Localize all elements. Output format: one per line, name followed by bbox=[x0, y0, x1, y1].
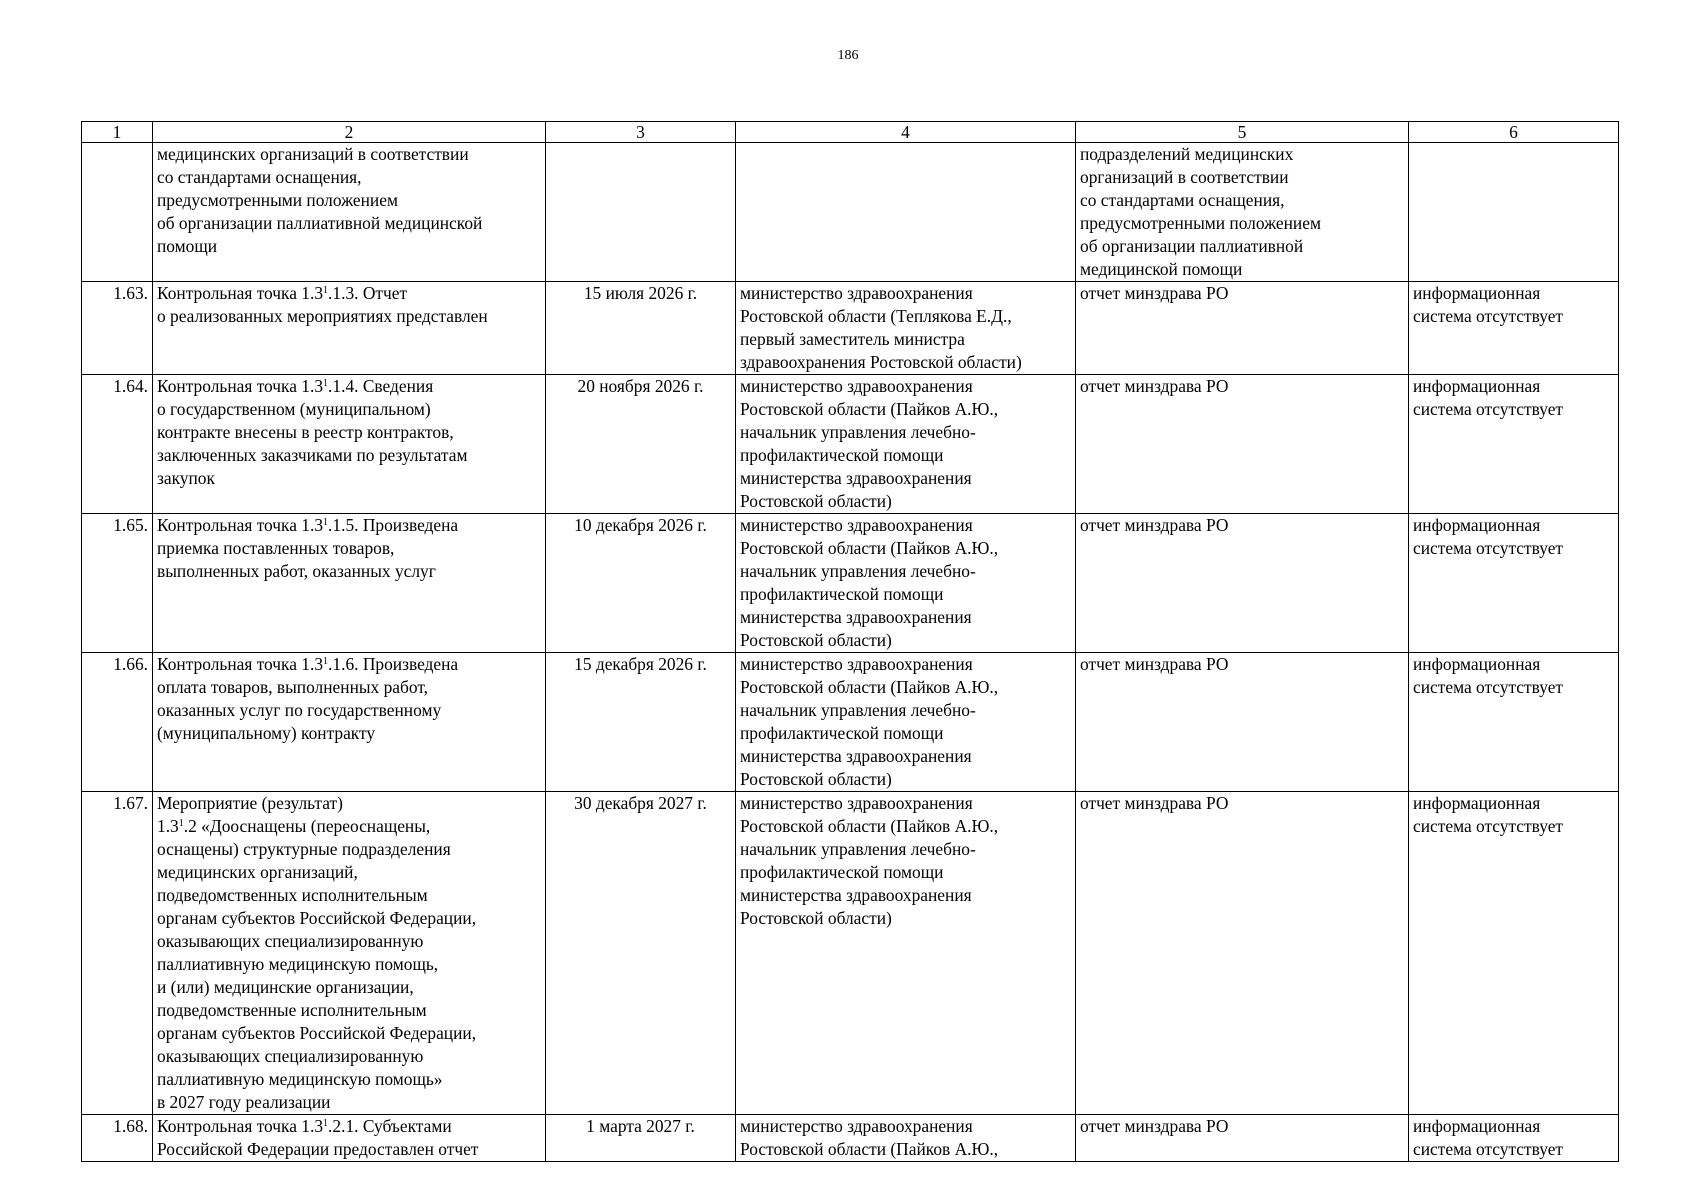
text-line: система отсутствует bbox=[1413, 1139, 1564, 1159]
column-header: 3 bbox=[546, 122, 736, 143]
text-line: Ростовской области (Пайков А.Ю., bbox=[740, 677, 999, 697]
text-line: информационная bbox=[1413, 515, 1541, 535]
text-line: Контрольная точка $1.3^1.1.5$. Произведена bbox=[157, 515, 459, 535]
event-description bbox=[157, 143, 541, 258]
information-system bbox=[1413, 375, 1614, 421]
text-line: паллиативную медицинскую помощь, bbox=[157, 954, 439, 974]
event-description-cell bbox=[153, 653, 546, 792]
info-system-cell bbox=[1409, 375, 1619, 514]
text-line: Ростовской области (Пайков А.Ю., bbox=[740, 538, 999, 558]
row-number: 1.68. bbox=[82, 1115, 153, 1162]
document-cell bbox=[1076, 1115, 1409, 1162]
text-line: министерство здравоохранения bbox=[740, 283, 973, 303]
confirming-document bbox=[1080, 1115, 1404, 1138]
text-line: здравоохранения Ростовской области) bbox=[740, 352, 1022, 372]
text-line: предусмотренными положением bbox=[157, 190, 398, 210]
text-line: начальник управления лечебно- bbox=[740, 422, 976, 442]
text-line: министерство здравоохранения bbox=[740, 654, 973, 674]
responsible-cell bbox=[736, 514, 1076, 653]
text-line: система отсутствует bbox=[1413, 399, 1564, 419]
info-system-cell bbox=[1409, 282, 1619, 375]
event-description bbox=[157, 282, 541, 328]
table-row bbox=[82, 375, 1619, 514]
deadline-date: 15 июля 2026 г. bbox=[546, 282, 736, 375]
responsible-executor bbox=[740, 1115, 1071, 1161]
document-cell bbox=[1076, 143, 1409, 282]
column-header: 1 bbox=[82, 122, 153, 143]
text-line: оказывающих специализированную bbox=[157, 1046, 424, 1066]
text-line: Ростовской области (Пайков А.Ю., bbox=[740, 399, 999, 419]
info-system-cell bbox=[1409, 514, 1619, 653]
text-line: министерство здравоохранения bbox=[740, 376, 973, 396]
text-line: о реализованных мероприятиях представлен bbox=[157, 306, 488, 326]
event-description bbox=[157, 1115, 541, 1161]
text-line: Мероприятие (результат) bbox=[157, 793, 343, 813]
confirming-document bbox=[1080, 143, 1404, 281]
info-system-cell bbox=[1409, 1115, 1619, 1162]
responsible-executor bbox=[740, 514, 1071, 652]
text-line: (муниципальному) контракту bbox=[157, 723, 376, 743]
responsible-cell bbox=[736, 282, 1076, 375]
text-line: Контрольная точка $1.3^1.2.1$. Субъектами bbox=[157, 1116, 452, 1136]
row-number: 1.64. bbox=[82, 375, 153, 514]
table-row bbox=[82, 792, 1619, 1115]
confirming-document bbox=[1080, 792, 1404, 815]
confirming-document bbox=[1080, 282, 1404, 305]
text-line: министерства здравоохранения bbox=[740, 885, 972, 905]
information-system bbox=[1413, 514, 1614, 560]
text-line: первый заместитель министра bbox=[740, 329, 965, 349]
text-line: органам субъектов Российской Федерации, bbox=[157, 908, 477, 928]
text-line: паллиативную медицинскую помощь» bbox=[157, 1069, 443, 1089]
text-line: министерства здравоохранения bbox=[740, 607, 972, 627]
confirming-document bbox=[1080, 653, 1404, 676]
document-cell bbox=[1076, 282, 1409, 375]
text-line: медицинской помощи bbox=[1080, 259, 1243, 279]
page-number: 186 bbox=[837, 48, 859, 63]
text-line: оказывающих специализированную bbox=[157, 931, 424, 951]
text-line: министерства здравоохранения bbox=[740, 746, 972, 766]
text-line: подразделений медицинских bbox=[1080, 144, 1294, 164]
information-system bbox=[1413, 792, 1614, 838]
text-line: система отсутствует bbox=[1413, 306, 1564, 326]
text-line: Российской Федерации предоставлен отчет bbox=[157, 1139, 479, 1159]
text-line: закупок bbox=[157, 468, 215, 488]
text-line: министерства здравоохранения bbox=[740, 468, 972, 488]
deadline-date: 20 ноября 2026 г. bbox=[546, 375, 736, 514]
text-line: Ростовской области) bbox=[740, 630, 892, 650]
text-line: предусмотренными положением bbox=[1080, 213, 1321, 233]
text-line: министерство здравоохранения bbox=[740, 793, 973, 813]
table-row bbox=[82, 1115, 1619, 1162]
text-line: Ростовской области (Теплякова Е.Д., bbox=[740, 306, 1012, 326]
table-body bbox=[82, 143, 1619, 1162]
responsible-cell bbox=[736, 1115, 1076, 1162]
event-description-cell bbox=[153, 282, 546, 375]
text-line: отчет минздрава РО bbox=[1080, 515, 1229, 535]
responsible-cell bbox=[736, 143, 1076, 282]
responsible-executor bbox=[740, 375, 1071, 513]
table-row bbox=[82, 653, 1619, 792]
event-description-cell bbox=[153, 792, 546, 1115]
text-line: выполненных работ, оказанных услуг bbox=[157, 561, 436, 581]
text-line: органам субъектов Российской Федерации, bbox=[157, 1023, 477, 1043]
column-header: 2 bbox=[153, 122, 546, 143]
text-line: оказанных услуг по государственному bbox=[157, 700, 442, 720]
text-line: помощи bbox=[157, 236, 218, 256]
information-system bbox=[1413, 282, 1614, 328]
text-line: отчет минздрава РО bbox=[1080, 793, 1229, 813]
text-line: медицинских организаций, bbox=[157, 862, 358, 882]
text-line: информационная bbox=[1413, 654, 1541, 674]
event-description bbox=[157, 375, 541, 490]
deadline-date: 15 декабря 2026 г. bbox=[546, 653, 736, 792]
document-cell bbox=[1076, 375, 1409, 514]
column-header: 6 bbox=[1409, 122, 1619, 143]
text-line: система отсутствует bbox=[1413, 538, 1564, 558]
text-line: Контрольная точка $1.3^1.1.6$. Произведена bbox=[157, 654, 459, 674]
text-line: организаций в соответствии bbox=[1080, 167, 1289, 187]
text-line: оснащены) структурные подразделения bbox=[157, 839, 451, 859]
event-description-cell bbox=[153, 1115, 546, 1162]
text-line: подведомственных исполнительным bbox=[157, 885, 428, 905]
event-description-cell bbox=[153, 375, 546, 514]
text-line: отчет минздрава РО bbox=[1080, 283, 1229, 303]
text-line: со стандартами оснащения, bbox=[157, 167, 362, 187]
text-line: подведомственные исполнительным bbox=[157, 1000, 427, 1020]
text-line: оплата товаров, выполненных работ, bbox=[157, 677, 428, 697]
responsible-cell bbox=[736, 653, 1076, 792]
row-number: 1.66. bbox=[82, 653, 153, 792]
text-line: Ростовской области (Пайков А.Ю., bbox=[740, 816, 999, 836]
text-line: министерство здравоохранения bbox=[740, 1116, 973, 1136]
text-line: министерство здравоохранения bbox=[740, 515, 973, 535]
document-cell bbox=[1076, 653, 1409, 792]
text-line: об организации паллиативной медицинской bbox=[157, 213, 483, 233]
column-header: 5 bbox=[1076, 122, 1409, 143]
text-line: профилактической помощи bbox=[740, 584, 944, 604]
info-system-cell bbox=[1409, 792, 1619, 1115]
event-description bbox=[157, 514, 541, 583]
deadline-date: 1 марта 2027 г. bbox=[546, 1115, 736, 1162]
text-line: и (или) медицинские организации, bbox=[157, 977, 414, 997]
confirming-document bbox=[1080, 514, 1404, 537]
text-line: о государственном (муниципальном) bbox=[157, 399, 431, 419]
text-line: отчет минздрава РО bbox=[1080, 1116, 1229, 1136]
text-line: отчет минздрава РО bbox=[1080, 376, 1229, 396]
text-line: начальник управления лечебно- bbox=[740, 839, 976, 859]
text-line: Контрольная точка $1.3^1.1.3$. Отчет bbox=[157, 283, 408, 303]
deadline-date: 30 декабря 2027 г. bbox=[546, 792, 736, 1115]
text-line: система отсутствует bbox=[1413, 816, 1564, 836]
text-line: информационная bbox=[1413, 1116, 1541, 1136]
table-row bbox=[82, 282, 1619, 375]
document-cell bbox=[1076, 792, 1409, 1115]
info-system-cell bbox=[1409, 653, 1619, 792]
text-line: Ростовской области) bbox=[740, 908, 892, 928]
text-line: приемка поставленных товаров, bbox=[157, 538, 395, 558]
text-line: в 2027 году реализации bbox=[157, 1092, 331, 1112]
text-line: начальник управления лечебно- bbox=[740, 700, 976, 720]
responsible-cell bbox=[736, 375, 1076, 514]
row-number: 1.65. bbox=[82, 514, 153, 653]
table-row bbox=[82, 143, 1619, 282]
text-line: система отсутствует bbox=[1413, 677, 1564, 697]
responsible-executor bbox=[740, 792, 1071, 930]
event-description bbox=[157, 653, 541, 745]
text-line: начальник управления лечебно- bbox=[740, 561, 976, 581]
responsible-executor bbox=[740, 282, 1071, 374]
text-line: профилактической помощи bbox=[740, 445, 944, 465]
text-line: профилактической помощи bbox=[740, 723, 944, 743]
confirming-document bbox=[1080, 375, 1404, 398]
text-line: Ростовской области) bbox=[740, 491, 892, 511]
deadline-date: 10 декабря 2026 г. bbox=[546, 514, 736, 653]
row-number: 1.63. bbox=[82, 282, 153, 375]
text-line: медицинских организаций в соответствии bbox=[157, 144, 469, 164]
event-description bbox=[157, 792, 541, 1114]
table-row bbox=[82, 514, 1619, 653]
information-system bbox=[1413, 1115, 1614, 1161]
row-number bbox=[82, 143, 153, 282]
text-line: Ростовской области) bbox=[740, 769, 892, 789]
event-description-cell bbox=[153, 514, 546, 653]
responsible-cell bbox=[736, 792, 1076, 1115]
row-number: 1.67. bbox=[82, 792, 153, 1115]
responsible-executor bbox=[740, 653, 1071, 791]
info-system-cell bbox=[1409, 143, 1619, 282]
text-line: Контрольная точка $1.3^1.1.4$. Сведения bbox=[157, 376, 434, 396]
text-line: профилактической помощи bbox=[740, 862, 944, 882]
information-system bbox=[1413, 653, 1614, 699]
event-description-cell bbox=[153, 143, 546, 282]
deadline-date bbox=[546, 143, 736, 282]
text-line: об организации паллиативной bbox=[1080, 236, 1304, 256]
document-cell bbox=[1076, 514, 1409, 653]
text-line: Ростовской области (Пайков А.Ю., bbox=[740, 1139, 999, 1159]
text-line: $1.3^1.2$ «Дооснащены (переоснащены, bbox=[157, 816, 431, 836]
text-line: информационная bbox=[1413, 283, 1541, 303]
text-line: отчет минздрава РО bbox=[1080, 654, 1229, 674]
text-line: информационная bbox=[1413, 376, 1541, 396]
text-line: контракте внесены в реестр контрактов, bbox=[157, 422, 454, 442]
column-header: 4 bbox=[736, 122, 1076, 143]
column-number-header bbox=[82, 122, 1619, 143]
text-line: информационная bbox=[1413, 793, 1541, 813]
text-line: заключенных заказчиками по результатам bbox=[157, 445, 468, 465]
text-line: со стандартами оснащения, bbox=[1080, 190, 1285, 210]
plan-table bbox=[81, 121, 1619, 1162]
